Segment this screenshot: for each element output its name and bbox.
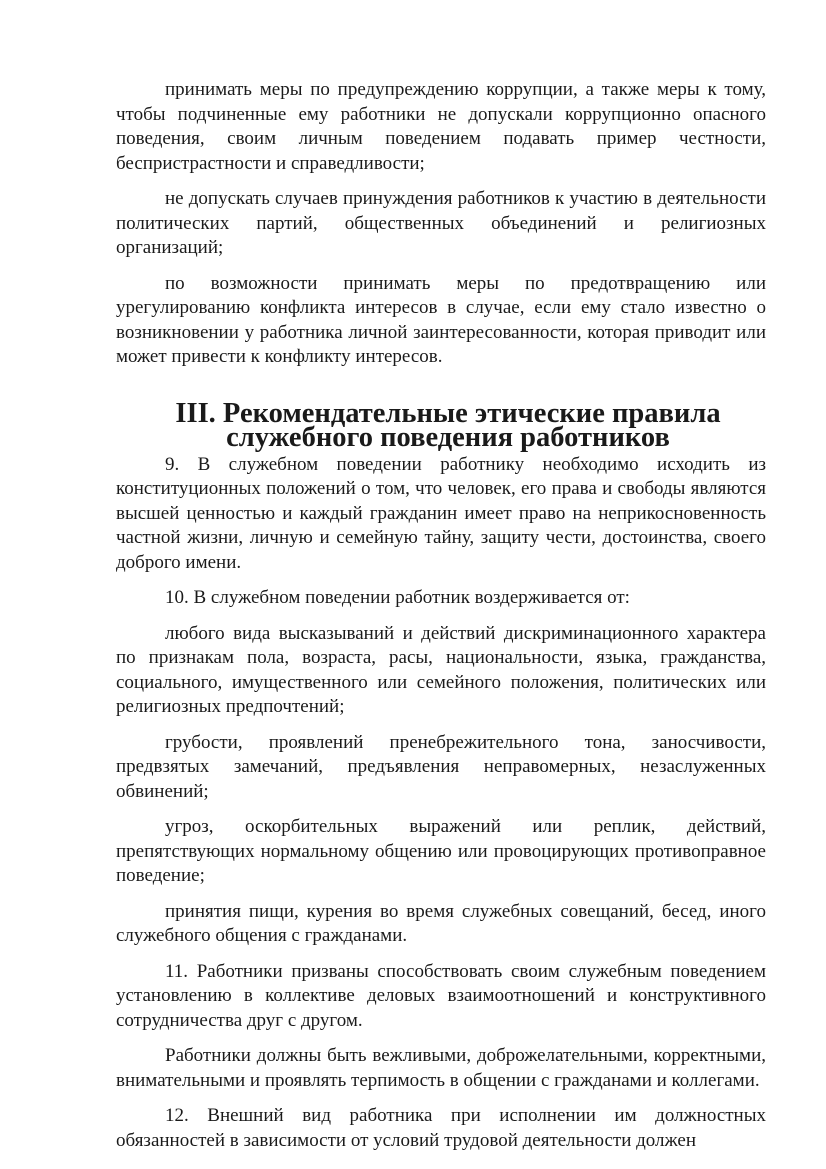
section-heading: III. Рекомендательные этические правила служебного поведения работников [175,397,721,453]
paragraph-politeness: Работники должны быть вежливыми, доброжелательными, корректными, внимательными и проявлять терпимость в общении с гражданами и коллегами. [116,1045,766,1091]
paragraph-item-11: 11. Работники призваны способствовать своим служебным поведением установлению в коллективе деловых взаимоотношений и конструктивного сотрудничества друг с другом. [116,960,766,1031]
paragraph-eating-smoking: принятия пищи, курения во время служебных совещаний, бесед, иного служебного общения с гражданами. [116,900,766,946]
paragraph-conflict-of-interest: по возможности принимать меры по предотвращению или урегулированию конфликта интересов в случае, если ему стало известно о возникновении у работника личной заинтересованности, которая приводит или может привести к конфликту интересов. [116,272,766,367]
paragraph-item-12: 12. Внешний вид работника при исполнении им должностных обязанностей в зависимости от условий трудовой деятельности должен [116,1105,766,1151]
document-text [116,78,766,1164]
paragraph-corruption-prevention: принимать меры по предупреждению коррупции, а также меры к тому, чтобы подчиненные ему работники не допускали коррупционно опасного поведения, своим личным поведением подавать пример честности, беспристрастности и справедливости; [116,79,766,174]
paragraph-no-coercion: не допускать случаев принуждения работников к участию в деятельности политических партий, общественных объединений и религиозных организаций; [116,188,766,258]
paragraph-threats: угроз, оскорбительных выражений или реплик, действий, препятствующих нормальному общению или провоцирующих противоправное поведение; [116,816,766,886]
paragraph-item-10: 10. В служебном поведении работник воздерживается от: [165,587,630,608]
paragraph-item-9: 9. В служебном поведении работнику необходимо исходить из конституционных положений о том, что человек, его права и свободы являются высшей ценностью и каждый гражданин имеет право на неприкосновенность частной жизни, личную и семейную тайну, защиту чести, достоинства, своего доброго имени. [116,453,766,573]
paragraph-rudeness: грубости, проявлений пренебрежительного тона, заносчивости, предвзятых замечаний, предъявления неправомерных, незаслуженных обвинений; [116,731,766,802]
paragraph-discrimination: любого вида высказываний и действий дискриминационного характера по признакам пола, возраста, расы, национальности, языка, гражданства, социального, имущественного или семейного положения, политических или религиозных предпочтений; [116,622,766,717]
